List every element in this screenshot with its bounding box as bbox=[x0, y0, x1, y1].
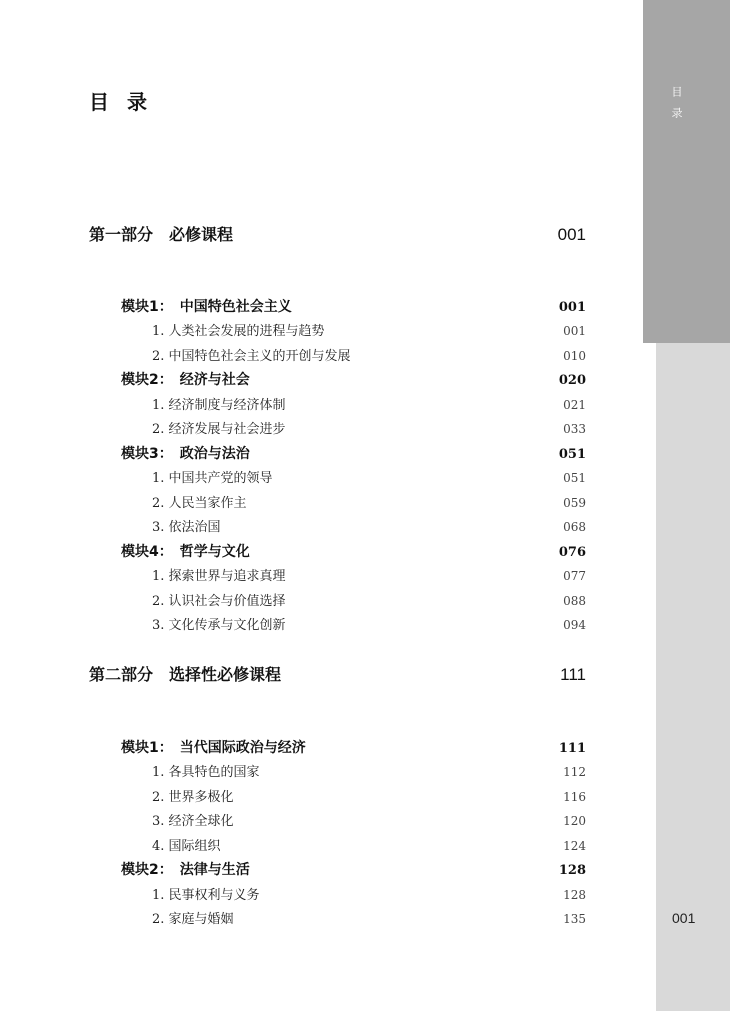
toc-item-row[interactable] bbox=[152, 516, 586, 535]
toc-item-page: 120 bbox=[563, 814, 586, 828]
toc-module-page: 020 bbox=[558, 373, 586, 388]
toc-item-label: 3. 文化传承与文化创新 bbox=[152, 618, 286, 633]
toc-item-page: 021 bbox=[563, 398, 586, 412]
toc-module-row[interactable] bbox=[121, 369, 586, 389]
toc-item-label: 2. 中国特色社会主义的开创与发展 bbox=[152, 349, 351, 364]
toc-item-label: 4. 国际组织 bbox=[152, 839, 221, 854]
toc-item-row[interactable] bbox=[152, 320, 586, 339]
page-number: 001 bbox=[672, 910, 696, 926]
toc-module-label: 模块4： 哲学与文化 bbox=[121, 544, 250, 560]
toc-item-page: 094 bbox=[563, 618, 586, 632]
toc-item-row[interactable] bbox=[152, 418, 586, 437]
toc-item-label: 1. 经济制度与经济体制 bbox=[152, 398, 286, 413]
toc-item-page: 112 bbox=[563, 765, 586, 779]
toc-item-label: 2. 世界多极化 bbox=[152, 790, 234, 805]
toc-item-row[interactable] bbox=[152, 614, 586, 633]
toc-part-row[interactable] bbox=[89, 222, 586, 245]
toc-item-row[interactable] bbox=[152, 590, 586, 609]
toc-item-page: 128 bbox=[563, 888, 586, 902]
toc-item-row[interactable] bbox=[152, 492, 586, 511]
toc-module-label: 模块2： 经济与社会 bbox=[121, 372, 250, 388]
toc-module-page: 051 bbox=[558, 447, 586, 462]
toc-item-label: 3. 依法治国 bbox=[152, 520, 221, 535]
toc-module-row[interactable] bbox=[121, 296, 586, 316]
toc-module-label: 模块2： 法律与生活 bbox=[121, 862, 250, 878]
toc-item-row[interactable] bbox=[152, 786, 586, 805]
toc-item-label: 2. 认识社会与价值选择 bbox=[152, 594, 286, 609]
toc-module-row[interactable] bbox=[121, 541, 586, 561]
toc-item-row[interactable] bbox=[152, 565, 586, 584]
toc-part-label: 第二部分 选择性必修课程 bbox=[89, 665, 282, 684]
toc-part-page: 001 bbox=[557, 225, 586, 244]
toc-item-row[interactable] bbox=[152, 394, 586, 413]
toc-item-label: 1. 各具特色的国家 bbox=[152, 765, 260, 780]
toc-item-row[interactable] bbox=[152, 810, 586, 829]
toc-item-label: 3. 经济全球化 bbox=[152, 814, 234, 829]
toc-module-row[interactable] bbox=[121, 737, 586, 757]
toc-item-page: 059 bbox=[563, 496, 586, 510]
toc-module-page: 001 bbox=[558, 300, 586, 315]
toc-item-page: 051 bbox=[563, 471, 586, 485]
toc-module-label: 模块1： 中国特色社会主义 bbox=[121, 299, 292, 315]
toc-item-page: 116 bbox=[563, 790, 586, 804]
toc-item-label: 2. 家庭与婚姻 bbox=[152, 912, 234, 927]
toc-item-page: 088 bbox=[563, 594, 586, 608]
toc-item-label: 1. 中国共产党的领导 bbox=[152, 471, 273, 486]
toc-item-row[interactable] bbox=[152, 835, 586, 854]
side-tab-label: 目录 bbox=[670, 86, 683, 128]
toc-part-row[interactable] bbox=[89, 662, 586, 685]
toc-item-page: 033 bbox=[563, 422, 586, 436]
toc-item-page: 077 bbox=[563, 569, 586, 583]
toc-module-row[interactable] bbox=[121, 859, 586, 879]
toc-item-page: 010 bbox=[563, 349, 586, 363]
toc-part-label: 第一部分 必修课程 bbox=[89, 225, 234, 244]
toc-module-label: 模块3： 政治与法治 bbox=[121, 446, 250, 462]
page-title: 目录 bbox=[89, 90, 165, 114]
toc-item-row[interactable] bbox=[152, 345, 586, 364]
toc-item-label: 2. 人民当家作主 bbox=[152, 496, 247, 511]
toc-module-row[interactable] bbox=[121, 443, 586, 463]
side-tab-dark bbox=[643, 0, 730, 343]
toc-item-page: 135 bbox=[563, 912, 586, 926]
toc-item-row[interactable] bbox=[152, 884, 586, 903]
toc-module-label: 模块1： 当代国际政治与经济 bbox=[121, 740, 306, 756]
toc-module-page: 076 bbox=[558, 545, 586, 560]
toc-module-page: 128 bbox=[558, 863, 586, 878]
toc-part-page: 111 bbox=[560, 665, 586, 684]
toc-item-label: 1. 探索世界与追求真理 bbox=[152, 569, 286, 584]
toc-module-page: 111 bbox=[558, 741, 586, 756]
toc-item-page: 001 bbox=[563, 324, 586, 338]
toc-item-page: 124 bbox=[563, 839, 586, 853]
toc-item-label: 1. 民事权利与义务 bbox=[152, 888, 260, 903]
toc-item-row[interactable] bbox=[152, 467, 586, 486]
toc-item-label: 2. 经济发展与社会进步 bbox=[152, 422, 286, 437]
toc-item-page: 068 bbox=[563, 520, 586, 534]
toc-item-row[interactable] bbox=[152, 761, 586, 780]
toc-item-row[interactable] bbox=[152, 908, 586, 927]
toc-item-label: 1. 人类社会发展的进程与趋势 bbox=[152, 324, 325, 339]
